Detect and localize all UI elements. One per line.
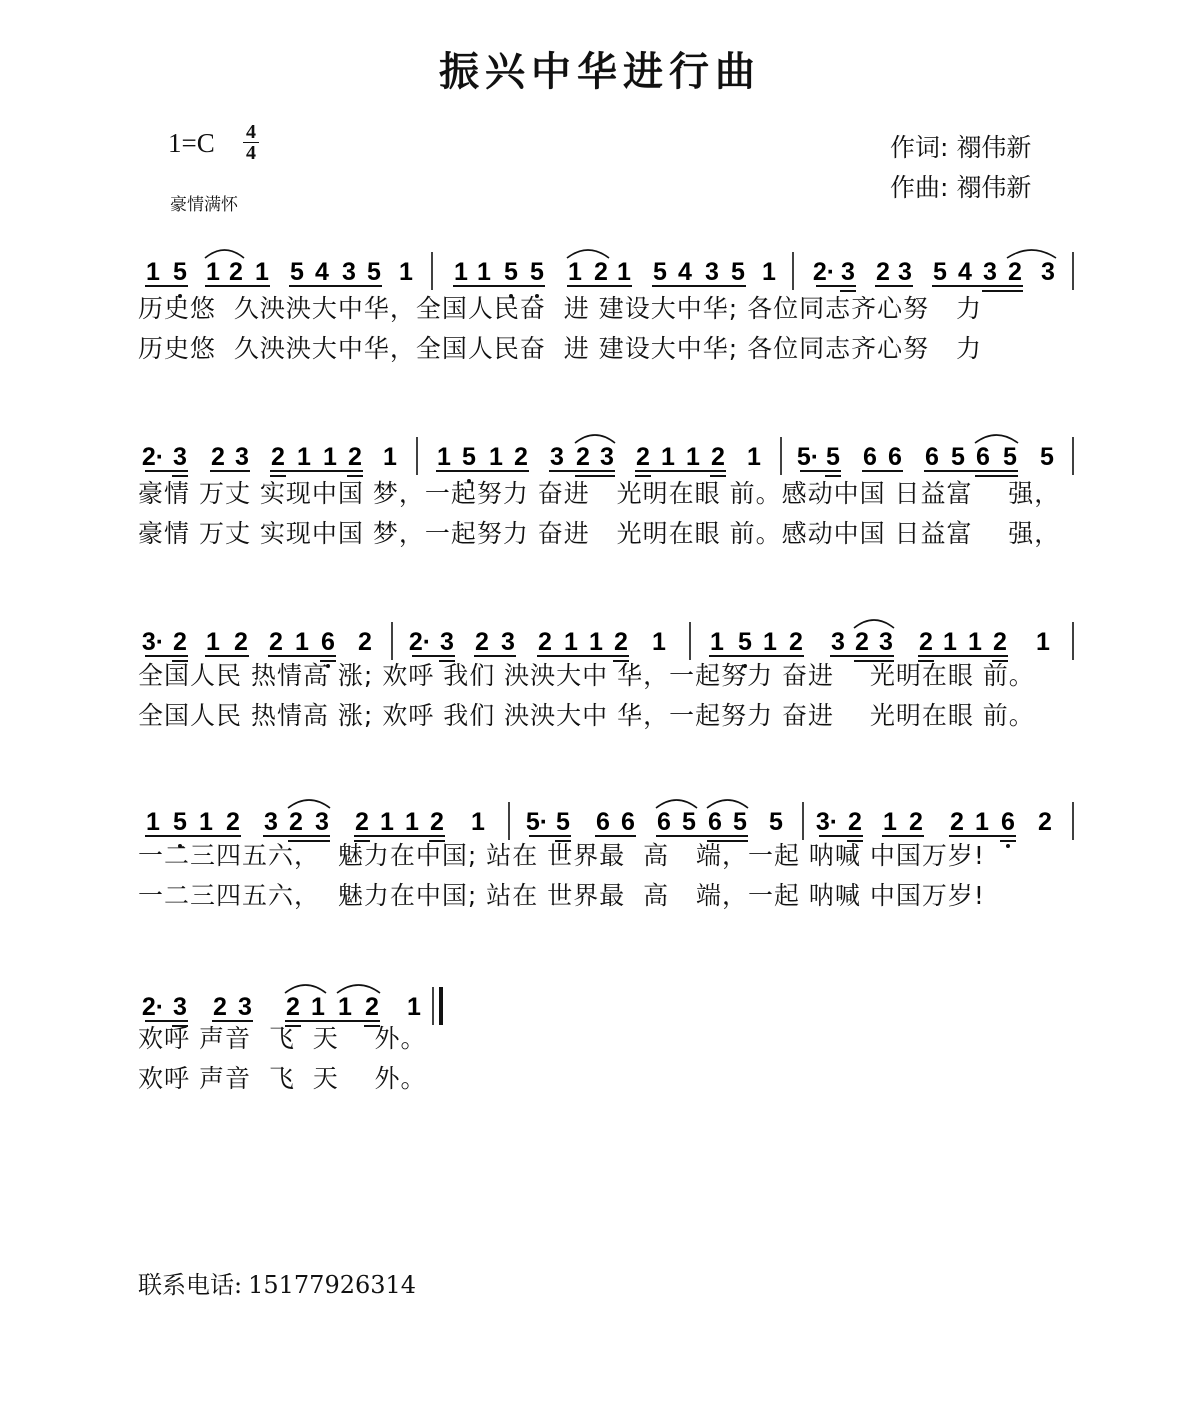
lyric-line: 欢呼 声音 飞 天 外。: [138, 1064, 427, 1093]
note: 5: [173, 808, 187, 836]
lyric-line: 豪情 万丈 实现中国 梦，一起努力 奋进 光明在眼 前。感动中国 日益富 强，: [138, 479, 1061, 508]
note: 2: [271, 443, 285, 471]
note: 2: [211, 443, 225, 471]
note: 1: [661, 443, 675, 471]
note: 3: [238, 993, 252, 1021]
note: 5: [933, 258, 947, 286]
note: 6: [708, 808, 722, 836]
note: 2: [594, 258, 608, 286]
note: 5: [530, 258, 544, 286]
note: 3: [841, 258, 855, 286]
contact-info: [138, 1265, 416, 1300]
note: 5: [682, 808, 696, 836]
note: 2: [538, 628, 552, 656]
note: 1: [617, 258, 631, 286]
slur: [337, 985, 380, 993]
note: 6: [657, 808, 671, 836]
note: 5: [733, 808, 747, 836]
note: 1: [975, 808, 989, 836]
note: 1: [323, 443, 337, 471]
note: 2: [1038, 808, 1052, 836]
note: 2: [855, 628, 869, 656]
note: 2: [919, 628, 933, 656]
slur: [567, 250, 609, 258]
note: 2: [430, 808, 444, 836]
contact-phone: 15177926314: [248, 1271, 417, 1299]
note: 3: [440, 628, 454, 656]
note: 5: [769, 808, 783, 836]
note: 1: [199, 808, 213, 836]
note: 1: [255, 258, 269, 286]
note: 2: [876, 258, 890, 286]
note: 6: [863, 443, 877, 471]
note: 5: [290, 258, 304, 286]
note: 2: [234, 628, 248, 656]
note: 1: [943, 628, 957, 656]
note: 2: [848, 808, 862, 836]
note: 3: [550, 443, 564, 471]
lyric-line: 全国人民 热情高 涨; 欢呼 我们 泱泱大中 华，一起努力 奋进 光明在眼 前。: [138, 661, 1035, 690]
note: 2: [355, 808, 369, 836]
note: 2: [358, 628, 372, 656]
note: 3·: [141, 628, 165, 656]
note: 4: [678, 258, 692, 286]
note: 2: [711, 443, 725, 471]
note: 2·: [812, 258, 836, 286]
note: 1: [311, 993, 325, 1021]
note: 1: [405, 808, 419, 836]
note: 1: [146, 808, 160, 836]
note: 1: [747, 443, 761, 471]
lyric-line: 一二三四五六， 魅力在中国; 站在 世界最 高 端，一起 呐喊 中国万岁!: [138, 841, 985, 870]
note: 1: [383, 443, 397, 471]
note: 3: [173, 443, 187, 471]
note: 1: [710, 628, 724, 656]
composer-credit: 作曲: 禤伟新: [890, 173, 1032, 202]
note: 2: [286, 993, 300, 1021]
note: 2: [514, 443, 528, 471]
note: 1: [762, 258, 776, 286]
note: 2: [950, 808, 964, 836]
note: 4: [315, 258, 329, 286]
note: 1: [1036, 628, 1050, 656]
note: 2: [226, 808, 240, 836]
note: 2: [789, 628, 803, 656]
note: 3: [342, 258, 356, 286]
note: 2: [1008, 258, 1022, 286]
lyric-line: 历史悠 久泱泱大中华，全国人民奋 进 建设大中华; 各位同志齐心努 力: [138, 294, 982, 323]
note: 5: [504, 258, 518, 286]
note: 1: [407, 993, 421, 1021]
note: 3: [600, 443, 614, 471]
note: 1: [146, 258, 160, 286]
note: 2: [213, 993, 227, 1021]
note: 2: [636, 443, 650, 471]
note: 3: [315, 808, 329, 836]
note: 3: [501, 628, 515, 656]
note: 1: [489, 443, 503, 471]
score-title: 振兴中华进行曲: [439, 49, 761, 95]
note: 2: [909, 808, 923, 836]
note: 6: [976, 443, 990, 471]
note: 2: [173, 628, 187, 656]
note: 3: [173, 993, 187, 1021]
note: 5: [173, 258, 187, 286]
time-signature-top: 4: [243, 122, 259, 143]
note: 3: [235, 443, 249, 471]
note: 6: [596, 808, 610, 836]
note: 5: [653, 258, 667, 286]
note: 1: [399, 258, 413, 286]
slur: [854, 620, 894, 628]
note: 5: [738, 628, 752, 656]
slur: [656, 800, 697, 808]
lyric-line: 一二三四五六， 魅力在中国; 站在 世界最 高 端，一起 呐喊 中国万岁!: [138, 881, 985, 910]
note: 3·: [815, 808, 839, 836]
note: 5·: [796, 443, 820, 471]
slur: [707, 800, 748, 808]
lyricist-credit: 作词: 禤伟新: [890, 133, 1032, 162]
note: 1: [883, 808, 897, 836]
note: 1: [589, 628, 603, 656]
time-signature-bottom: 4: [246, 142, 256, 164]
slur: [1007, 250, 1056, 258]
note: 2: [576, 443, 590, 471]
slur: [975, 435, 1018, 443]
note: 1: [338, 993, 352, 1021]
contact-label: 联系电话:: [138, 1271, 243, 1299]
note: 2: [348, 443, 362, 471]
note: 1: [297, 443, 311, 471]
note: 1: [968, 628, 982, 656]
note: 3: [705, 258, 719, 286]
note: 2: [993, 628, 1007, 656]
note: 2: [475, 628, 489, 656]
note: 3: [879, 628, 893, 656]
note: 4: [958, 258, 972, 286]
slur: [205, 250, 244, 258]
note: 5: [731, 258, 745, 286]
note: 6: [888, 443, 902, 471]
note: 1: [763, 628, 777, 656]
lyric-line: 历史悠 久泱泱大中华，全国人民奋 进 建设大中华; 各位同志齐心努 力: [138, 334, 982, 363]
lyric-line: 全国人民 热情高 涨; 欢呼 我们 泱泱大中 华，一起努力 奋进 光明在眼 前。: [138, 701, 1035, 730]
note: 5: [826, 443, 840, 471]
slur: [575, 435, 615, 443]
note: 1: [437, 443, 451, 471]
note: 6: [925, 443, 939, 471]
note: 5·: [525, 808, 549, 836]
note: 1: [471, 808, 485, 836]
note: 1: [206, 628, 220, 656]
tempo-marking: 豪情满怀: [170, 195, 238, 215]
note: 3: [1041, 258, 1055, 286]
note: 1: [206, 258, 220, 286]
note: 6: [1001, 808, 1015, 836]
note: 2·: [141, 443, 165, 471]
note: 1: [380, 808, 394, 836]
note: 1: [686, 443, 700, 471]
note: 6: [321, 628, 335, 656]
note: 1: [564, 628, 578, 656]
note: 6: [621, 808, 635, 836]
note: 2: [229, 258, 243, 286]
note: 5: [367, 258, 381, 286]
note: 1: [454, 258, 468, 286]
note: 5: [951, 443, 965, 471]
key-signature: 1=C: [168, 128, 215, 158]
lyric-line: 欢呼 声音 飞 天 外。: [138, 1024, 427, 1053]
note: 1: [295, 628, 309, 656]
note: 2: [289, 808, 303, 836]
octave-dot: [1006, 844, 1010, 848]
slur: [285, 985, 326, 993]
note: 1: [568, 258, 582, 286]
note: 3: [264, 808, 278, 836]
note: 1: [477, 258, 491, 286]
note: 3: [983, 258, 997, 286]
note: 5: [1040, 443, 1054, 471]
note: 2: [269, 628, 283, 656]
note: 3: [898, 258, 912, 286]
slur: [288, 800, 330, 808]
note: 3: [831, 628, 845, 656]
note: 5: [556, 808, 570, 836]
note: 2·: [141, 993, 165, 1021]
note: 5: [462, 443, 476, 471]
note: 2: [365, 993, 379, 1021]
note: 2: [614, 628, 628, 656]
lyric-line: 豪情 万丈 实现中国 梦，一起努力 奋进 光明在眼 前。感动中国 日益富 强，: [138, 519, 1061, 548]
note: 2·: [408, 628, 432, 656]
note: 5: [1003, 443, 1017, 471]
note: 1: [652, 628, 666, 656]
